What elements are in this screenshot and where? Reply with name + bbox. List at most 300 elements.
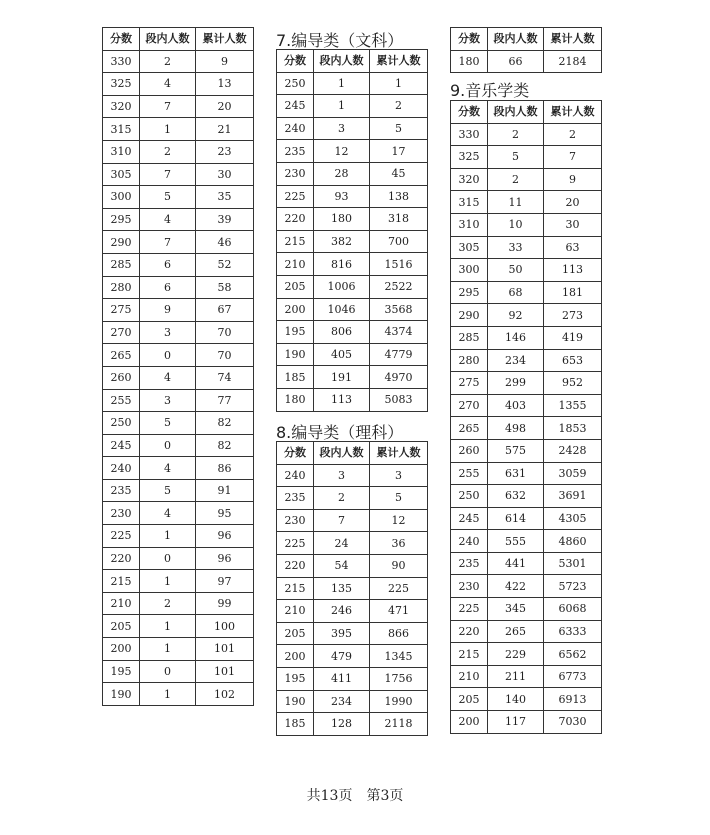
score-cell: 300 — [451, 259, 488, 282]
score-cell: 205 — [277, 275, 314, 298]
cumulative-count-cell: 17 — [370, 140, 428, 163]
score-cell: 220 — [277, 554, 314, 577]
cumulative-count-cell: 181 — [544, 281, 602, 304]
score-cell: 210 — [277, 600, 314, 623]
cumulative-count-cell: 5083 — [370, 388, 428, 411]
cumulative-count-cell: 7 — [544, 146, 602, 169]
cumulative-count-cell: 5301 — [544, 552, 602, 575]
segment-count-cell: 411 — [314, 667, 370, 690]
score-cell: 180 — [451, 50, 488, 73]
cumulative-count-cell: 96 — [196, 547, 254, 570]
table-row — [451, 281, 602, 304]
cumulative-count-cell: 1 — [370, 72, 428, 95]
cumulative-count-cell: 30 — [544, 213, 602, 236]
table-header-row — [451, 101, 602, 124]
header-cumulative-count: 累计人数 — [544, 101, 602, 124]
score-cell: 245 — [451, 507, 488, 530]
table-row — [451, 417, 602, 440]
segment-count-cell: 345 — [488, 598, 544, 621]
segment-count-cell: 0 — [140, 660, 196, 683]
table-row — [277, 554, 428, 577]
cumulative-count-cell: 273 — [544, 304, 602, 327]
segment-count-cell: 211 — [488, 665, 544, 688]
score-cell: 215 — [103, 570, 140, 593]
score-cell: 240 — [277, 464, 314, 487]
segment-count-cell: 92 — [488, 304, 544, 327]
segment-count-cell: 4 — [140, 366, 196, 389]
segment-count-cell: 7 — [140, 231, 196, 254]
cumulative-count-cell: 6913 — [544, 688, 602, 711]
segment-count-cell: 1 — [140, 118, 196, 141]
cumulative-count-cell: 1355 — [544, 394, 602, 417]
table-row — [277, 230, 428, 253]
section-8-table — [276, 441, 428, 736]
score-cell: 315 — [451, 191, 488, 214]
table-row — [103, 253, 254, 276]
segment-count-cell: 2 — [314, 487, 370, 510]
cumulative-count-cell: 2 — [544, 123, 602, 146]
score-cell: 285 — [103, 253, 140, 276]
table-row — [103, 299, 254, 322]
segment-count-cell: 1 — [140, 638, 196, 661]
score-cell: 235 — [103, 479, 140, 502]
score-cell: 185 — [277, 713, 314, 736]
cumulative-count-cell: 2428 — [544, 439, 602, 462]
cumulative-count-cell: 96 — [196, 525, 254, 548]
cumulative-count-cell: 4374 — [370, 321, 428, 344]
segment-count-cell: 5 — [488, 146, 544, 169]
segment-count-cell: 128 — [314, 713, 370, 736]
table-header-row — [451, 28, 602, 51]
segment-count-cell: 12 — [314, 140, 370, 163]
section-7-title: 7.编导类（文科） — [276, 31, 404, 50]
segment-count-cell: 234 — [314, 690, 370, 713]
section-7-table — [276, 49, 428, 412]
table-row — [451, 598, 602, 621]
segment-count-cell: 1 — [140, 570, 196, 593]
table-row — [103, 615, 254, 638]
score-cell: 325 — [451, 146, 488, 169]
segment-count-cell: 441 — [488, 552, 544, 575]
score-cell: 190 — [277, 690, 314, 713]
segment-count-cell: 28 — [314, 162, 370, 185]
cumulative-count-cell: 318 — [370, 208, 428, 231]
segment-count-cell: 117 — [488, 711, 544, 734]
score-cell: 245 — [277, 95, 314, 118]
table-row — [103, 570, 254, 593]
cumulative-count-cell: 95 — [196, 502, 254, 525]
segment-count-cell: 93 — [314, 185, 370, 208]
cumulative-count-cell: 35 — [196, 186, 254, 209]
segment-count-cell: 2 — [140, 50, 196, 73]
segment-count-cell: 2 — [488, 123, 544, 146]
table-row — [103, 50, 254, 73]
table-header-row — [103, 28, 254, 51]
score-cell: 200 — [277, 298, 314, 321]
cumulative-count-cell: 23 — [196, 140, 254, 163]
segment-count-cell: 3 — [314, 117, 370, 140]
table-row — [277, 253, 428, 276]
score-cell: 305 — [103, 163, 140, 186]
table-row — [451, 191, 602, 214]
table-row — [277, 690, 428, 713]
header-cumulative-count: 累计人数 — [544, 28, 602, 51]
table-row — [103, 683, 254, 706]
score-cell: 215 — [277, 577, 314, 600]
segment-count-cell: 140 — [488, 688, 544, 711]
score-cell: 310 — [103, 140, 140, 163]
table-row — [277, 532, 428, 555]
score-cell: 210 — [451, 665, 488, 688]
score-cell: 240 — [277, 117, 314, 140]
table-row — [103, 502, 254, 525]
table-row — [451, 530, 602, 553]
score-cell: 315 — [103, 118, 140, 141]
table-row — [451, 711, 602, 734]
table-row — [451, 688, 602, 711]
cumulative-count-cell: 700 — [370, 230, 428, 253]
table-row — [277, 645, 428, 668]
table-row — [277, 464, 428, 487]
segment-count-cell: 1 — [140, 525, 196, 548]
header-segment-count: 段内人数 — [314, 442, 370, 465]
cumulative-count-cell: 4305 — [544, 507, 602, 530]
cumulative-count-cell: 9 — [544, 168, 602, 191]
table-header-row — [277, 50, 428, 73]
score-cell: 265 — [103, 344, 140, 367]
score-cell: 185 — [277, 366, 314, 389]
cumulative-count-cell: 2184 — [544, 50, 602, 73]
header-score: 分数 — [451, 101, 488, 124]
cumulative-count-cell: 2118 — [370, 713, 428, 736]
segment-count-cell: 33 — [488, 236, 544, 259]
cumulative-count-cell: 101 — [196, 638, 254, 661]
table-row — [103, 525, 254, 548]
segment-count-cell: 382 — [314, 230, 370, 253]
table-row — [277, 298, 428, 321]
table-row — [451, 439, 602, 462]
segment-count-cell: 50 — [488, 259, 544, 282]
cumulative-count-cell: 6333 — [544, 620, 602, 643]
score-cell: 330 — [103, 50, 140, 73]
segment-count-cell: 498 — [488, 417, 544, 440]
score-cell: 275 — [103, 299, 140, 322]
table-row — [103, 660, 254, 683]
cumulative-count-cell: 5 — [370, 487, 428, 510]
score-cell: 270 — [103, 321, 140, 344]
score-cell: 260 — [103, 366, 140, 389]
score-cell: 220 — [103, 547, 140, 570]
cumulative-count-cell: 52 — [196, 253, 254, 276]
segment-count-cell: 2 — [488, 168, 544, 191]
cumulative-count-cell: 4779 — [370, 343, 428, 366]
score-cell: 225 — [103, 525, 140, 548]
table-row — [277, 185, 428, 208]
segment-count-cell: 4 — [140, 73, 196, 96]
segment-count-cell: 806 — [314, 321, 370, 344]
segment-count-cell: 191 — [314, 366, 370, 389]
table-row — [451, 236, 602, 259]
cumulative-count-cell: 36 — [370, 532, 428, 555]
score-cell: 200 — [277, 645, 314, 668]
cumulative-count-cell: 6562 — [544, 643, 602, 666]
table-row — [277, 275, 428, 298]
cumulative-count-cell: 63 — [544, 236, 602, 259]
score-cell: 215 — [277, 230, 314, 253]
cumulative-count-cell: 6773 — [544, 665, 602, 688]
score-cell: 190 — [277, 343, 314, 366]
segment-count-cell: 631 — [488, 462, 544, 485]
table-row — [103, 547, 254, 570]
score-cell: 200 — [451, 711, 488, 734]
segment-count-cell: 6 — [140, 276, 196, 299]
cumulative-count-cell: 6068 — [544, 598, 602, 621]
score-cell: 260 — [451, 439, 488, 462]
segment-count-cell: 66 — [488, 50, 544, 73]
segment-count-cell: 479 — [314, 645, 370, 668]
score-cell: 285 — [451, 326, 488, 349]
segment-count-cell: 5 — [140, 479, 196, 502]
segment-count-cell: 4 — [140, 457, 196, 480]
cumulative-count-cell: 97 — [196, 570, 254, 593]
score-cell: 300 — [103, 186, 140, 209]
cumulative-count-cell: 39 — [196, 208, 254, 231]
cumulative-count-cell: 21 — [196, 118, 254, 141]
cumulative-count-cell: 20 — [544, 191, 602, 214]
header-segment-count: 段内人数 — [488, 28, 544, 51]
table-row — [277, 622, 428, 645]
table-row — [277, 713, 428, 736]
header-score: 分数 — [451, 28, 488, 51]
table-row — [103, 118, 254, 141]
table-row — [103, 163, 254, 186]
header-segment-count: 段内人数 — [140, 28, 196, 51]
segment-count-cell: 0 — [140, 547, 196, 570]
header-cumulative-count: 累计人数 — [370, 442, 428, 465]
score-cell: 230 — [451, 575, 488, 598]
score-cell: 210 — [277, 253, 314, 276]
segment-count-cell: 2 — [140, 140, 196, 163]
cumulative-count-cell: 1990 — [370, 690, 428, 713]
score-cell: 200 — [103, 638, 140, 661]
table-row — [277, 388, 428, 411]
score-cell: 320 — [451, 168, 488, 191]
table-row — [277, 95, 428, 118]
cumulative-count-cell: 101 — [196, 660, 254, 683]
cumulative-count-cell: 46 — [196, 231, 254, 254]
segment-count-cell: 7 — [140, 163, 196, 186]
cumulative-count-cell: 74 — [196, 366, 254, 389]
segment-count-cell: 7 — [314, 509, 370, 532]
cumulative-count-cell: 471 — [370, 600, 428, 623]
segment-count-cell: 0 — [140, 344, 196, 367]
cumulative-count-cell: 20 — [196, 95, 254, 118]
cumulative-count-cell: 70 — [196, 321, 254, 344]
segment-count-cell: 614 — [488, 507, 544, 530]
segment-count-cell: 7 — [140, 95, 196, 118]
table-row — [277, 140, 428, 163]
cumulative-count-cell: 3568 — [370, 298, 428, 321]
cumulative-count-cell: 100 — [196, 615, 254, 638]
cumulative-count-cell: 4970 — [370, 366, 428, 389]
table-row — [277, 487, 428, 510]
score-cell: 230 — [103, 502, 140, 525]
table-row — [103, 366, 254, 389]
section-9-table — [450, 100, 602, 734]
table-row — [451, 50, 602, 73]
score-cell: 225 — [277, 185, 314, 208]
segment-count-cell: 229 — [488, 643, 544, 666]
section-9-title: 9.音乐学类 — [450, 81, 530, 100]
cumulative-count-cell: 58 — [196, 276, 254, 299]
cumulative-count-cell: 77 — [196, 389, 254, 412]
segment-count-cell: 299 — [488, 372, 544, 395]
cumulative-count-cell: 91 — [196, 479, 254, 502]
score-cell: 225 — [451, 598, 488, 621]
segment-count-cell: 10 — [488, 213, 544, 236]
score-cell: 220 — [451, 620, 488, 643]
segment-count-cell: 575 — [488, 439, 544, 462]
segment-count-cell: 3 — [140, 321, 196, 344]
score-cell: 215 — [451, 643, 488, 666]
table-row — [277, 509, 428, 532]
score-cell: 190 — [103, 683, 140, 706]
segment-count-cell: 555 — [488, 530, 544, 553]
segment-count-cell: 24 — [314, 532, 370, 555]
score-cell: 230 — [277, 162, 314, 185]
score-cell: 290 — [451, 304, 488, 327]
segment-count-cell: 0 — [140, 434, 196, 457]
cumulative-count-cell: 3 — [370, 464, 428, 487]
segment-count-cell: 11 — [488, 191, 544, 214]
score-cell: 325 — [103, 73, 140, 96]
segment-count-cell: 4 — [140, 208, 196, 231]
table-row — [451, 665, 602, 688]
cumulative-count-cell: 1516 — [370, 253, 428, 276]
segment-count-cell: 403 — [488, 394, 544, 417]
table-row — [451, 349, 602, 372]
score-cell: 205 — [451, 688, 488, 711]
table-row — [277, 366, 428, 389]
table-row — [103, 231, 254, 254]
score-cell: 330 — [451, 123, 488, 146]
table-row — [451, 620, 602, 643]
header-score: 分数 — [103, 28, 140, 51]
table-row — [277, 321, 428, 344]
table-row — [277, 162, 428, 185]
table-row — [277, 72, 428, 95]
table-row — [451, 259, 602, 282]
segment-count-cell: 1006 — [314, 275, 370, 298]
cumulative-count-cell: 419 — [544, 326, 602, 349]
cumulative-count-cell: 1756 — [370, 667, 428, 690]
cumulative-count-cell: 5723 — [544, 575, 602, 598]
table-row — [451, 552, 602, 575]
table-row — [451, 168, 602, 191]
cumulative-count-cell: 67 — [196, 299, 254, 322]
segment-count-cell: 1 — [140, 683, 196, 706]
table-row — [277, 117, 428, 140]
table-row — [451, 575, 602, 598]
score-cell: 220 — [277, 208, 314, 231]
table-row — [451, 304, 602, 327]
segment-count-cell: 4 — [140, 502, 196, 525]
score-cell: 195 — [103, 660, 140, 683]
header-segment-count: 段内人数 — [488, 101, 544, 124]
segment-count-cell: 180 — [314, 208, 370, 231]
table-row — [277, 343, 428, 366]
table-row — [103, 95, 254, 118]
cumulative-count-cell: 2522 — [370, 275, 428, 298]
table-row — [451, 146, 602, 169]
header-cumulative-count: 累计人数 — [196, 28, 254, 51]
table-row — [451, 213, 602, 236]
cumulative-count-cell: 82 — [196, 434, 254, 457]
header-score: 分数 — [277, 50, 314, 73]
segment-count-cell: 68 — [488, 281, 544, 304]
segment-count-cell: 816 — [314, 253, 370, 276]
score-cell: 235 — [277, 487, 314, 510]
score-cell: 270 — [451, 394, 488, 417]
table-row — [103, 479, 254, 502]
table-row — [277, 208, 428, 231]
table-row — [451, 123, 602, 146]
score-cell: 195 — [277, 321, 314, 344]
cumulative-count-cell: 225 — [370, 577, 428, 600]
cumulative-count-cell: 3059 — [544, 462, 602, 485]
segment-count-cell: 9 — [140, 299, 196, 322]
table-row — [277, 667, 428, 690]
cumulative-count-cell: 12 — [370, 509, 428, 532]
table-row — [103, 592, 254, 615]
segment-count-cell: 2 — [140, 592, 196, 615]
segment-count-cell: 1 — [140, 615, 196, 638]
score-cell: 235 — [451, 552, 488, 575]
cumulative-count-cell: 952 — [544, 372, 602, 395]
score-cell: 275 — [451, 372, 488, 395]
segment-count-cell: 146 — [488, 326, 544, 349]
score-cell: 210 — [103, 592, 140, 615]
table-row — [451, 394, 602, 417]
table-row — [103, 140, 254, 163]
score-cell: 280 — [451, 349, 488, 372]
cumulative-count-cell: 86 — [196, 457, 254, 480]
section-8-title: 8.编导类（理科） — [276, 423, 404, 442]
score-cell: 180 — [277, 388, 314, 411]
cumulative-count-cell: 102 — [196, 683, 254, 706]
table-row — [451, 507, 602, 530]
score-cell: 205 — [103, 615, 140, 638]
segment-count-cell: 632 — [488, 485, 544, 508]
table-row — [103, 208, 254, 231]
score-cell: 310 — [451, 213, 488, 236]
score-cell: 320 — [103, 95, 140, 118]
cumulative-count-cell: 5 — [370, 117, 428, 140]
table-row — [103, 434, 254, 457]
cumulative-count-cell: 866 — [370, 622, 428, 645]
score-cell: 250 — [451, 485, 488, 508]
segment-count-cell: 1 — [314, 72, 370, 95]
segment-count-cell: 1 — [314, 95, 370, 118]
table-row — [451, 372, 602, 395]
score-cell: 295 — [451, 281, 488, 304]
table-row — [103, 73, 254, 96]
score-cell: 205 — [277, 622, 314, 645]
score-cell: 245 — [103, 434, 140, 457]
table-row — [103, 638, 254, 661]
score-cell: 240 — [451, 530, 488, 553]
score-cell: 255 — [103, 389, 140, 412]
